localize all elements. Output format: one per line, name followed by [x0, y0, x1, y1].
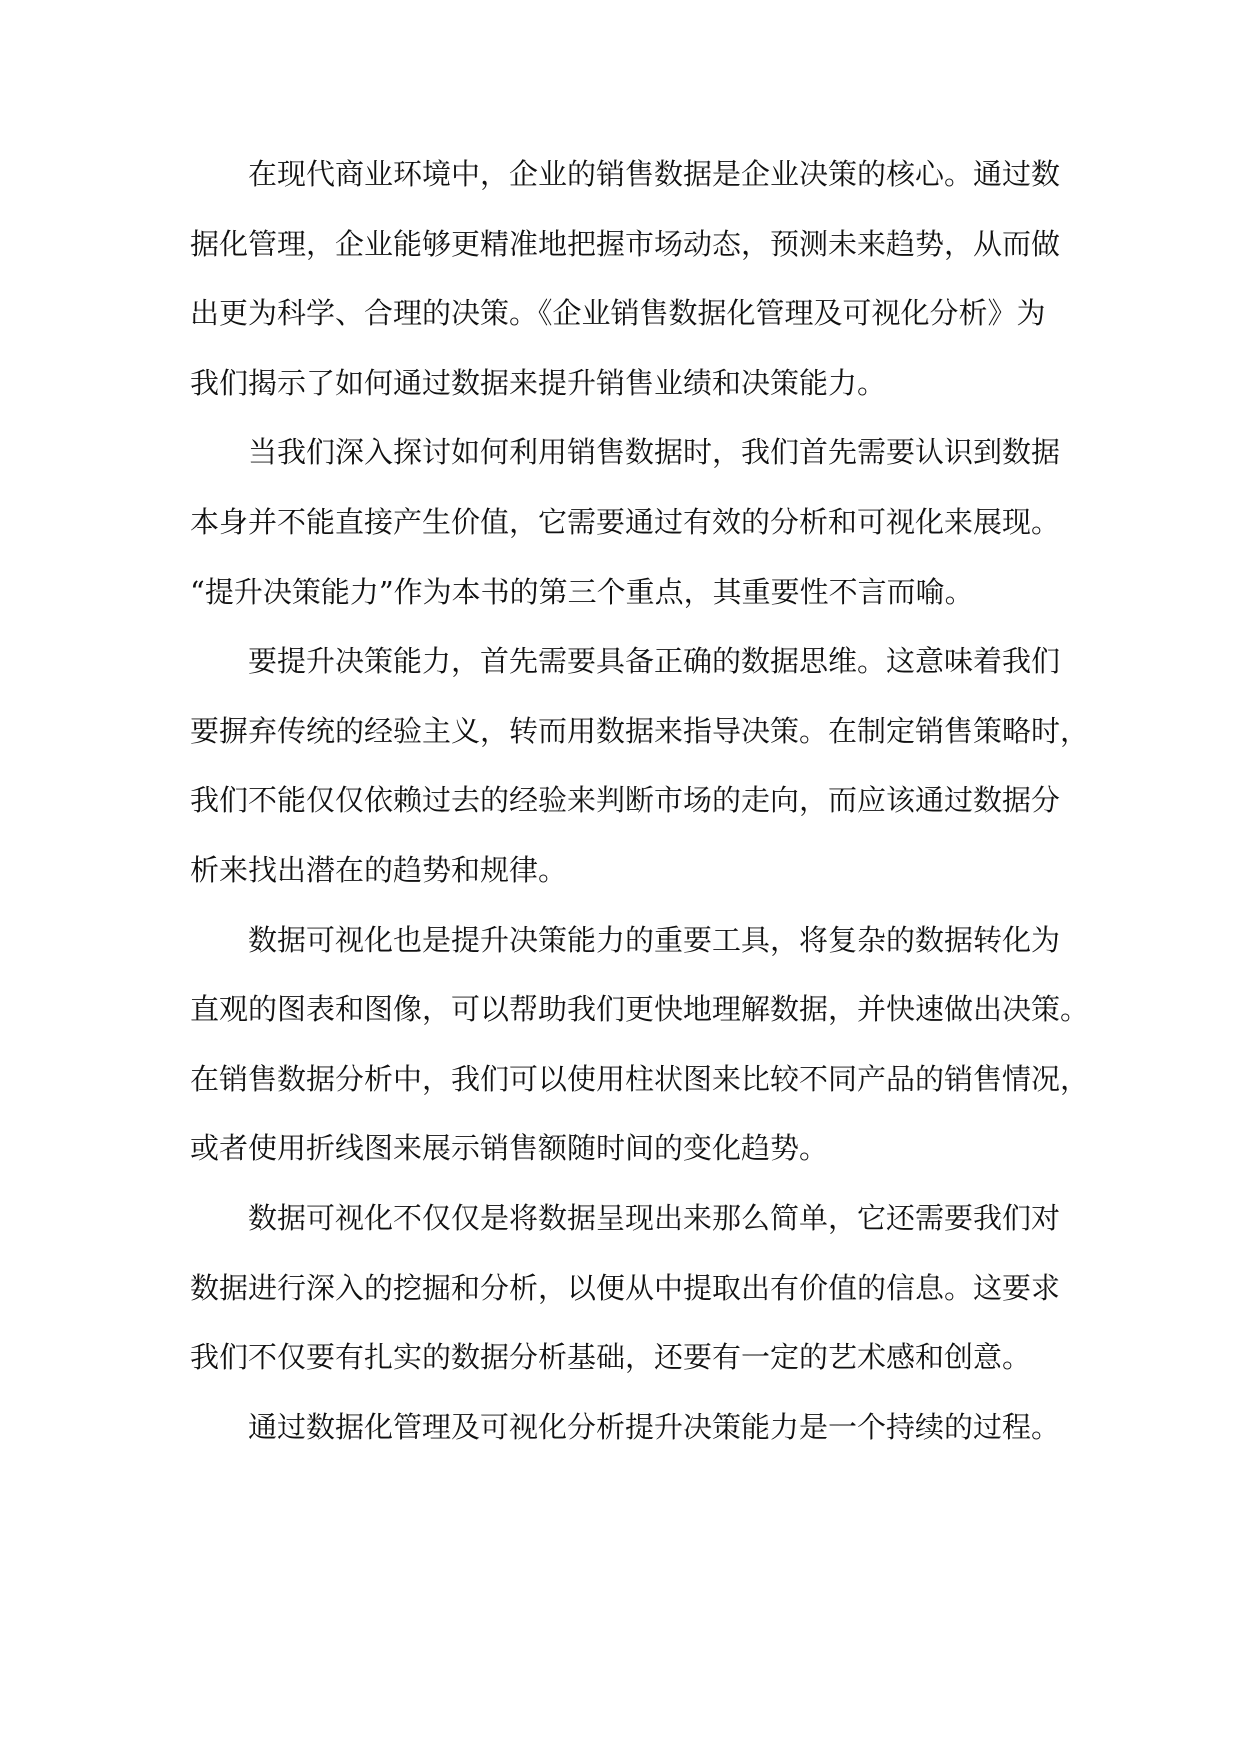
text-line: 要提升决策能力，首先需要具备正确的数据思维。这意味着我们 — [248, 644, 1061, 679]
text-line: 直观的图表和图像，可以帮助我们更快地理解数据，并快速做出决策。 — [190, 992, 1090, 1027]
text-line: 通过数据化管理及可视化分析提升决策能力是一个持续的过程。 — [248, 1409, 1061, 1444]
text-line: 当我们深入探讨如何利用销售数据时，我们首先需要认识到数据 — [248, 435, 1061, 470]
text-line: 我们不能仅仅依赖过去的经验来判断市场的走向，而应该通过数据分 — [190, 783, 1061, 818]
text-line: “提升决策能力”作为本书的第三个重点，其重要性不言而喻。 — [190, 574, 974, 609]
text-line: 数据可视化不仅仅是将数据呈现出来那么简单，它还需要我们对 — [248, 1200, 1061, 1235]
text-line: 我们揭示了如何通过数据来提升销售业绩和决策能力。 — [190, 365, 887, 400]
text-line: 数据可视化也是提升决策能力的重要工具，将复杂的数据转化为 — [248, 922, 1061, 957]
text-line: 我们不仅要有扎实的数据分析基础，还要有一定的艺术感和创意。 — [190, 1340, 1032, 1375]
paragraph-3 — [190, 627, 1090, 905]
body-text — [190, 140, 1090, 1462]
paragraph-6 — [190, 1393, 1070, 1463]
text-line: 数据进行深入的挖掘和分析，以便从中提取出有价值的信息。这要求 — [190, 1270, 1061, 1305]
paragraph-4 — [190, 906, 1090, 1184]
text-line: 析来找出潜在的趋势和规律。 — [190, 852, 568, 887]
paragraph-2 — [190, 418, 1070, 627]
text-line: 要摒弃传统的经验主义，转而用数据来指导决策。在制定销售策略时， — [190, 713, 1090, 748]
text-line: 在现代商业环境中，企业的销售数据是企业决策的核心。通过数 — [248, 157, 1061, 191]
text-line: 据化管理，企业能够更精准地把握市场动态，预测未来趋势，从而做 — [190, 226, 1061, 261]
paragraph-1 — [190, 140, 1070, 418]
paragraph-5 — [190, 1184, 1070, 1393]
text-line: 在销售数据分析中，我们可以使用柱状图来比较不同产品的销售情况， — [190, 1061, 1090, 1096]
text-line: 出更为科学、合理的决策。《企业销售数据化管理及可视化分析》为 — [190, 296, 1046, 331]
text-line: 或者使用折线图来展示销售额随时间的变化趋势。 — [190, 1131, 829, 1166]
text-line: 本身并不能直接产生价值，它需要通过有效的分析和可视化来展现。 — [190, 504, 1061, 539]
